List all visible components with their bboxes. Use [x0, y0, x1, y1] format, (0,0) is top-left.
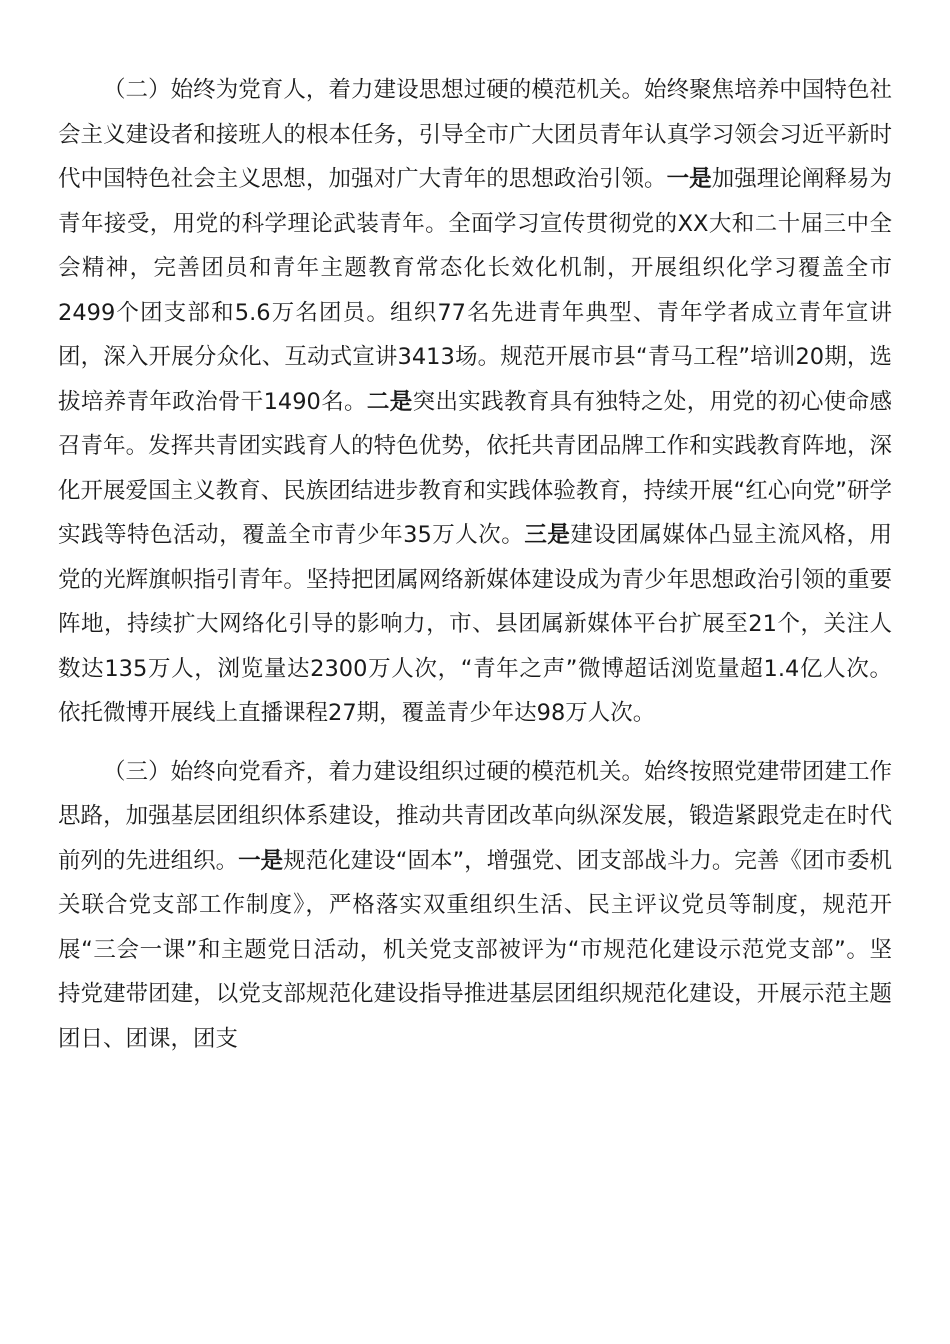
- document-page: [58, 68, 892, 1061]
- section-3-point-1-marker: 一是: [238, 847, 284, 874]
- section-2-point-2-marker: 二是: [366, 388, 413, 415]
- section-2-point-2-text: 突出实践教育具有独特之处，用党的初心使命感召青年。发挥共青团实践育人的特色优势，依托共青团品牌工作和实践教育阵地，深化开展爱国主义教育、民族团结进步教育和实践体验教育，持续开展“红心向党”研学实践等特色活动，覆盖全市青少年35万人次。: [58, 388, 892, 548]
- section-2-point-3-marker: 三是: [524, 522, 571, 548]
- paragraph-section-3: [58, 750, 892, 1062]
- section-3-intro-text: （三）始终向党看齐，着力建设组织过硬的模范机关。始终按照党建带团建工作思路，加强基层团组织体系建设，推动共青团改革向纵深发展，锻造紧跟党走在时代前列的先进组织。: [58, 758, 892, 874]
- section-2-intro-text: （二）始终为党育人，着力建设思想过硬的模范机关。始终聚焦培养中国特色社会主义建设者和接班人的根本任务，引导全市广大团员青年认真学习领会习近平新时代中国特色社会主义思想，加强对广大青年的思想政治引领。: [58, 77, 892, 192]
- section-2-point-1-marker: 一是: [666, 166, 712, 192]
- section-2-point-3-text: 建设团属媒体凸显主流风格，用党的光辉旗帜指引青年。坚持把团属网络新媒体建设成为青少年思想政治引领的重要阵地，持续扩大网络化引导的影响力，市、县团属新媒体平台扩展至21个，关注人数达135万人，浏览量达2300万人次，“青年之声”微博超话浏览量超1.4亿人次。依托微博开展线上直播课程27期，覆盖青少年达98万人次。: [58, 522, 892, 726]
- section-3-point-1-text: 规范化建设“固本”，增强党、团支部战斗力。完善《团市委机关联合党支部工作制度》，严格落实双重组织生活、民主评议党员等制度，规范开展“三会一课”和主题党日活动，机关党支部被评为“市规范化建设示范党支部”。坚持党建带团建，以党支部规范化建设指导推进基层团组织规范化建设，开展示范主题团日、团课，团支: [58, 847, 892, 1052]
- section-2-point-1-text: 加强理论阐释易为青年接受，用党的科学理论武装青年。全面学习宣传贯彻党的XX大和二十届三中全会精神，完善团员和青年主题教育常态化长效化机制，开展组织化学习覆盖全市2499个团支部和5.6万名团员。组织77名先进青年典型、青年学者成立青年宣讲团，深入开展分众化、互动式宣讲3413场。规范开展市县“青马工程”培训20期，选拔培养青年政治骨干1490名。: [58, 166, 892, 415]
- paragraph-section-2: [58, 68, 892, 736]
